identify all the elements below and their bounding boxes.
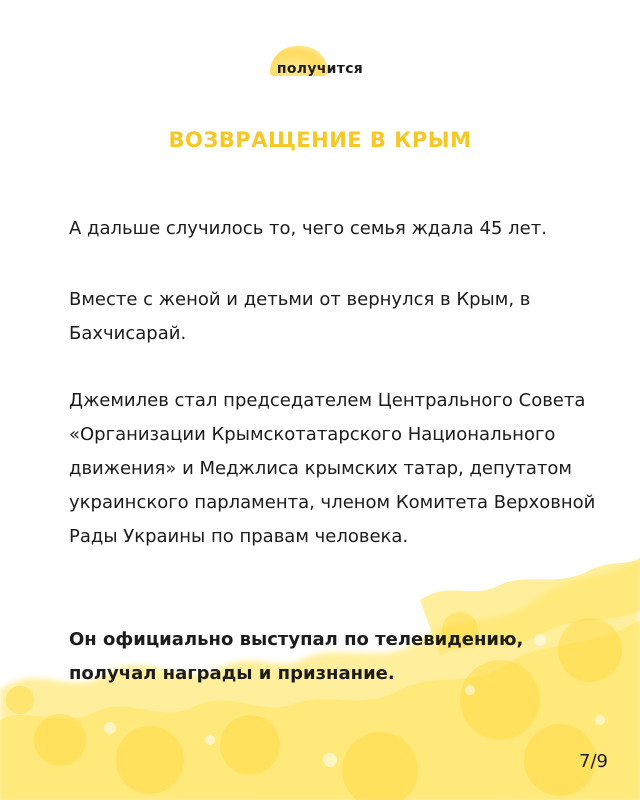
highlight-text: Он официально выступал по телевидению, получал награды и признание. (69, 629, 524, 684)
paragraph-1 (69, 212, 599, 246)
paragraph-text: А дальше случилось то, чего семья ждала 45 лет. (69, 218, 547, 239)
highlight-paragraph (69, 623, 599, 691)
slide-title: ВОЗВРАЩЕНИЕ В КРЫМ (168, 128, 472, 152)
paragraph-3 (69, 384, 599, 554)
paragraph-2 (69, 283, 599, 351)
logo-text: получится (276, 61, 364, 77)
brand-logo (0, 38, 640, 88)
paragraph-text: Джемилев стал председателем Центрального Совета «Организации Крымскотатарского Национального движения» и Меджлиса крымских татар, депутатом украинского парламента, членом Комитета Верховной Рады Украины по правам человека. (69, 390, 596, 547)
page-counter: 7/9 (579, 751, 608, 772)
paragraph-text: Вместе с женой и детьми от вернулся в Крым, в Бахчисарай. (69, 289, 531, 344)
